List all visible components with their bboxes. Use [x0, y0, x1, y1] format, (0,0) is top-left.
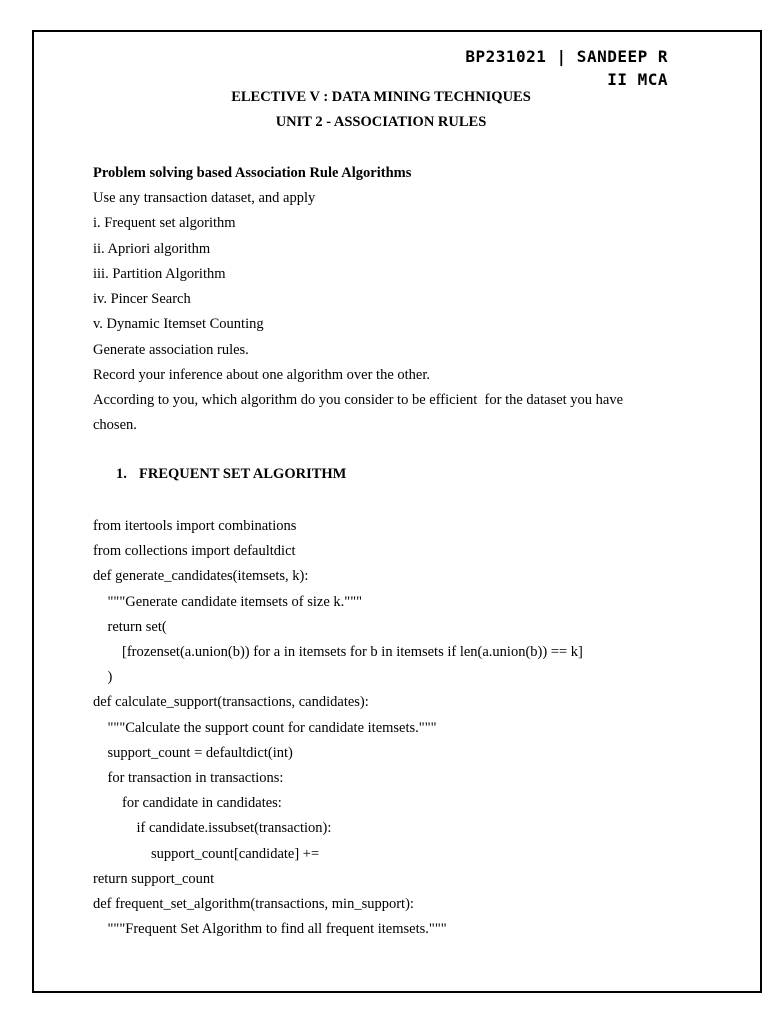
- code-line: def frequent_set_algorithm(transactions, min_support):: [93, 896, 414, 912]
- code-line: def generate_candidates(itemsets, k):: [93, 568, 309, 584]
- code-line: return set(: [93, 619, 167, 635]
- code-line: from itertools import combinations: [93, 518, 297, 534]
- code-line: def calculate_support(transactions, candidates):: [93, 694, 369, 710]
- code-line: """Generate candidate itemsets of size k.""": [93, 594, 363, 610]
- code-line: """Frequent Set Algorithm to find all frequent itemsets.""": [93, 921, 447, 937]
- code-line: ): [93, 669, 113, 685]
- problem-intro: Use any transaction dataset, and apply: [93, 190, 316, 206]
- section-number: 1.: [116, 466, 127, 482]
- code-line: [frozenset(a.union(b)) for a in itemsets for b in itemsets if len(a.union(b)) == k]: [93, 644, 583, 660]
- author-class: II MCA: [607, 70, 668, 89]
- list-item: iii. Partition Algorithm: [93, 266, 226, 282]
- code-line: support_count = defaultdict(int): [93, 745, 293, 761]
- list-item: ii. Apriori algorithm: [93, 241, 211, 257]
- code-line: for transaction in transactions:: [93, 770, 284, 786]
- code-line: return support_count: [93, 871, 215, 887]
- list-item: v. Dynamic Itemset Counting: [93, 316, 264, 332]
- elective-title: ELECTIVE V : DATA MINING TECHNIQUES: [231, 89, 531, 105]
- code-line: """Calculate the support count for candidate itemsets.""": [93, 720, 437, 736]
- instruction-line: Generate association rules.: [93, 342, 249, 358]
- unit-title: UNIT 2 - ASSOCIATION RULES: [275, 114, 487, 130]
- code-line: for candidate in candidates:: [93, 795, 282, 811]
- instruction-line: chosen.: [93, 417, 137, 433]
- section-title: FREQUENT SET ALGORITHM: [139, 466, 347, 482]
- code-line: support_count[candidate] +=: [93, 846, 320, 862]
- list-item: i. Frequent set algorithm: [93, 215, 236, 231]
- instruction-line: Record your inference about one algorithm over the other.: [93, 367, 431, 383]
- section-heading: [116, 466, 346, 483]
- problem-heading: Problem solving based Association Rule Algorithms: [93, 165, 412, 181]
- code-line: from collections import defaultdict: [93, 543, 296, 559]
- author-id: BP231021 | SANDEEP R: [465, 47, 668, 66]
- code-line: if candidate.issubset(transaction):: [93, 820, 332, 836]
- instruction-line: According to you, which algorithm do you consider to be efficient for the dataset you have: [93, 392, 624, 408]
- list-item: iv. Pincer Search: [93, 291, 191, 307]
